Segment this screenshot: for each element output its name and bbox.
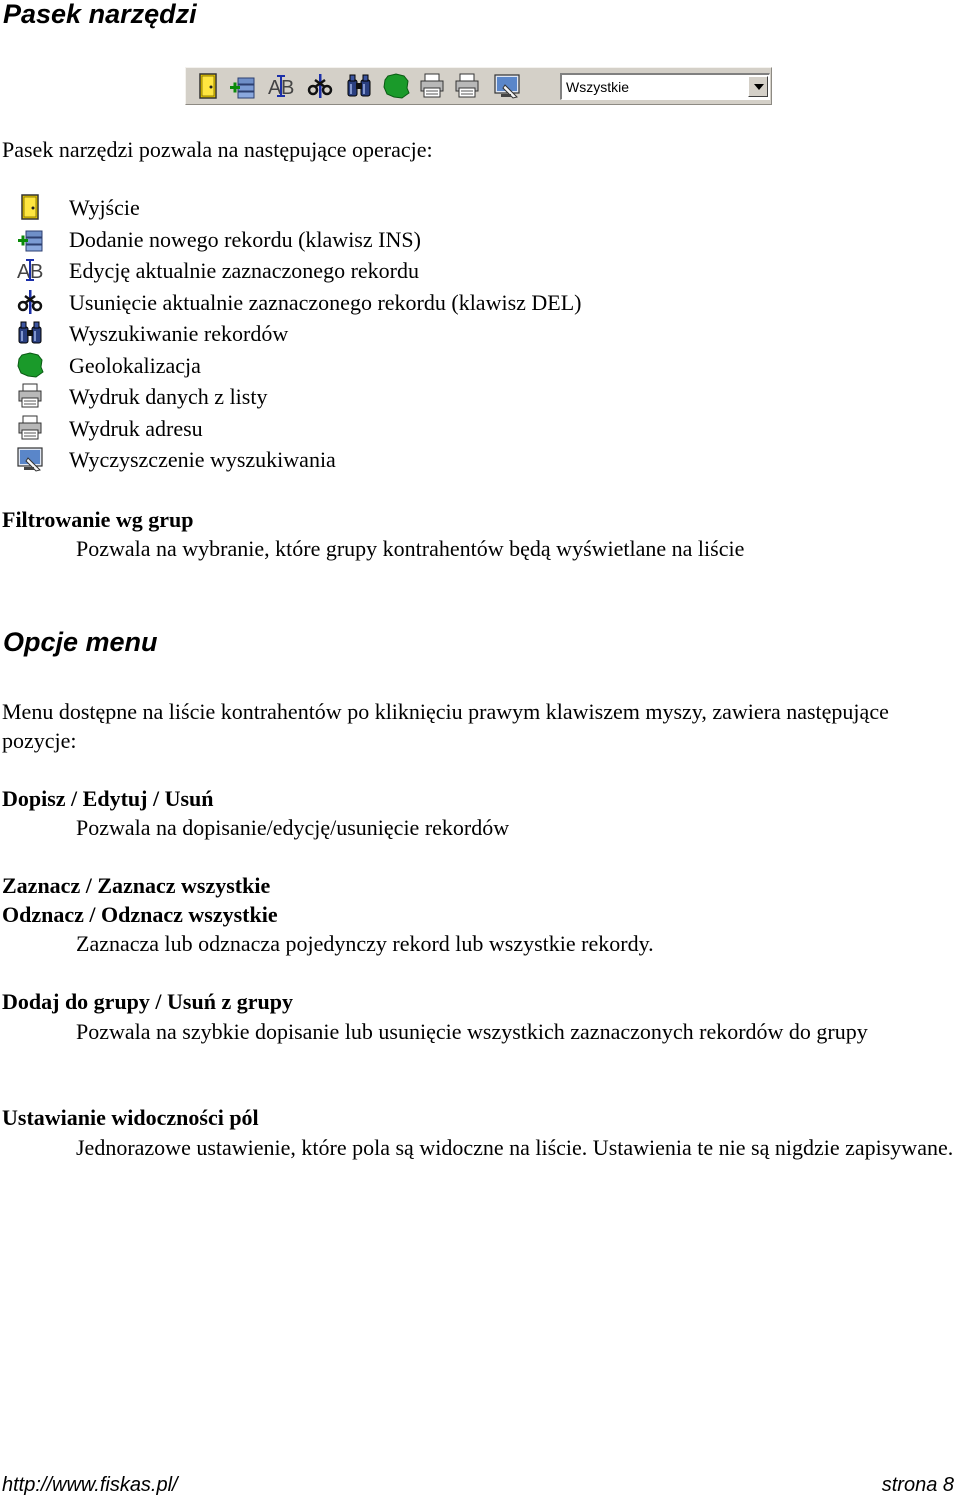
page-heading-menu: Opcje menu [3,627,158,657]
add-record-icon [15,225,45,253]
search-button[interactable] [343,71,375,101]
exit-button[interactable] [192,71,224,101]
delete-scissors-icon [306,72,334,100]
footer-url[interactable]: http://www.fiskas.pl/ [2,1474,178,1496]
toolbar [185,67,772,105]
operation-label: Geolokalizacja [69,352,201,378]
operation-label: Usunięcie aktualnie zaznaczonego rekordu (klawisz DEL) [69,289,582,315]
menu-item-title: Zaznacz / Zaznacz wszystkie [2,873,271,898]
chevron-down-icon[interactable] [748,76,768,97]
map-poland-icon [382,72,410,100]
edit-ab-icon [15,256,45,284]
edit-ab-icon [267,72,295,100]
printer-icon [15,382,45,410]
printer-icon [453,72,481,100]
operation-label: Wydruk adresu [69,415,203,441]
operation-label: Edycję aktualnie zaznaczonego rekordu [69,258,419,283]
delete-scissors-icon [15,288,45,316]
menu-item-title: Odznacz / Odznacz wszystkie [2,902,278,927]
menu-item-title: Dopisz / Edytuj / Usuń [2,786,214,811]
operation-label: Dodanie nowego rekordu (klawisz INS) [69,226,421,252]
clear-search-button[interactable] [491,71,523,101]
menu-item-desc: Pozwala na szybkie dopisanie lub usunięcie wszystkich zaznaczonych rekordów do grupy [76,1019,868,1044]
footer-page-number: strona 8 [881,1474,954,1496]
edit-record-button[interactable] [265,71,297,101]
printer-icon [15,414,45,442]
binoculars-icon [15,319,45,347]
menu-item-title: Ustawianie widoczności pól [2,1105,259,1130]
menu-item-desc: Pozwala na dopisanie/edycję/usunięcie rekordów [76,815,510,840]
group-filter-select[interactable] [560,73,770,100]
delete-record-button[interactable] [304,71,336,101]
operation-label: Wyszukiwanie rekordów [69,321,289,346]
map-poland-icon [15,351,45,379]
menu-item-desc: Zaznacza lub odznacza pojedynczy rekord lub wszystkie rekordy. [76,931,654,956]
operation-label: Wyjście [69,195,140,220]
menu-intro: Menu dostępne na liście kontrahentów po kliknięciu prawym klawiszem myszy, zawiera następujące pozycje: [2,699,889,753]
printer-icon [418,72,446,100]
filter-desc: Pozwala na wybranie, które grupy kontrahentów będą wyświetlane na liście [76,536,745,561]
clear-search-icon [493,72,521,100]
operation-label: Wyczyszczenie wyszukiwania [69,447,336,472]
print-address-button[interactable] [451,71,483,101]
group-filter-value: Wszystkie [566,79,629,95]
operation-label: Wydruk danych z listy [69,384,268,409]
menu-item-title: Dodaj do grupy / Usuń z grupy [2,989,293,1014]
geolocation-button[interactable] [380,71,412,101]
clear-search-icon [15,445,45,473]
page-heading-toolbar: Pasek narzędzi [3,0,197,29]
filter-title: Filtrowanie wg grup [2,507,194,532]
toolbar-intro: Pasek narzędzi pozwala na następujące operacje: [2,137,433,162]
menu-item-desc: Jednorazowe ustawienie, które pola są widoczne na liście. Ustawienia te nie są nigdzie zapisywane. [76,1135,954,1160]
exit-door-icon [15,193,45,221]
add-record-button[interactable] [226,71,258,101]
exit-door-icon [194,72,222,100]
print-list-button[interactable] [416,71,448,101]
add-record-icon [228,72,256,100]
binoculars-icon [345,72,373,100]
